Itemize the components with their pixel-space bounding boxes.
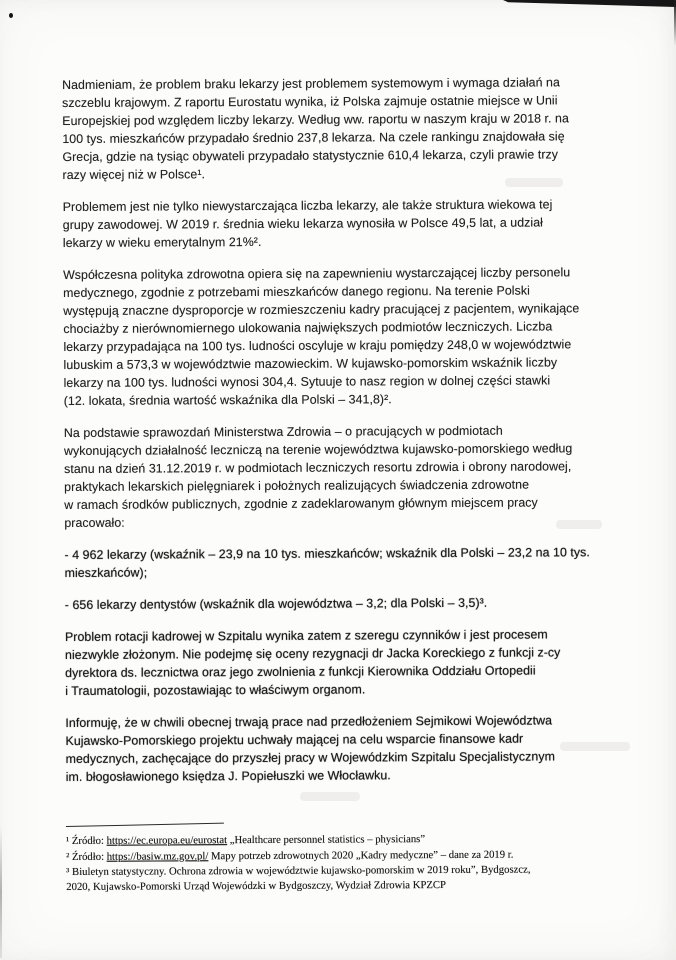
- paragraph-sejmik-resolution: Informuję, że w chwili obecnej trwają prace nad przedłożeniem Sejmikowi Województwa Kujawsko-Pomorskiego projektu uchwały mającej na celu wsparcie finansowe kadr medycznych, zachęcające do przyszłej pracy w Wojewódzkim Szpitalu Specjalistycznym im. błogosławionego księdza J. Popiełuszki we Włocławku.: [65, 713, 555, 784]
- bullet-doctors-count: - 4 962 lekarzy (wskaźnik – 23,9 na 10 tys. mieszkańców; wskaźnik dla Polski – 23,2 na 10 tys. mieszkańców);: [64, 545, 590, 580]
- scan-speck-top-left: [9, 13, 13, 18]
- footnote-3: ³ Biuletyn statystyczny. Ochrona zdrowia w województwie kujawsko-pomorskim w 2019 roku”, Bydgoszcz, 2020, Kujawsko-Pomorski Urząd Wojewódzki w Bydgoszczy, Wydział Zdrowia KPZCP: [66, 863, 531, 893]
- footnote-1-eurostat-link[interactable]: https://ec.europa.eu/eurostat: [106, 834, 228, 847]
- footnote-1-label: ¹ Źródło:: [65, 834, 107, 847]
- footnote-2-title: Mapy potrzeb zdrowotnych 2020 „Kadry medyczne” – dane za 2019 r.: [208, 848, 514, 862]
- scan-edge-bottom-left: [0, 826, 2, 958]
- paragraph-health-policy: Współczesna polityka zdrowotna opiera się na zapewnieniu wystarczającej liczby personelu medycznego, zgodnie z potrzebami mieszkańców danego regionu. Na terenie Polski występują znaczne dysproporcje w rozmieszczeniu kadry pracującej z pacjentem, wynikające chociażby z nierównomiernego ulokowania największych podmiotów leczniczych. Liczba lekarzy przypadająca na 100 tys. ludności oscyluje w kraju pomiędzy 248,0 w województwie lubuskim a 573,3 w województwie mazowieckim. W kujawsko-pomorskim wskaźnik liczby lekarzy na 100 tys. ludności wynosi 304,4. Sytuuje to nasz region w dolnej części stawki (12. lokata, średnia wartość wskaźnika dla Polski – 341,8)².: [63, 265, 580, 408]
- footnote-separator: [66, 823, 224, 827]
- footnote-2-basiw-link[interactable]: https://basiw.mz.gov.pl/: [106, 849, 209, 863]
- footnote-2-label: ² Źródło:: [66, 850, 107, 863]
- bullet-dentists-count: - 656 lekarzy dentystów (wskaźnik dla województwa – 3,2; dla Polski – 3,5)³.: [64, 595, 488, 612]
- paragraph-doctor-shortage: Nadmieniam, że problem braku lekarzy jest problemem systemowym i wymaga działań na szczeblu krajowym. Z raportu Eurostatu wynika, iż Polska zajmuje ostatnie miejsce w Unii Europejskiej pod względem liczby lekarzy. Według ww. raportu w naszym kraju w 2018 r. na 100 tys. mieszkańców przypadało średnio 237,8 lekarza. Na czele rankingu znajdowała się Grecja, gdzie na tysiąc obywateli przypadało statystycznie 610,4 lekarza, czyli prawie trzy razy więcej niż w Polsce¹.: [62, 75, 569, 182]
- paragraph-ministry-reports: Na podstawie sprawozdań Ministerstwa Zdrowia – o pracujących w podmiotach wykonujących działalność leczniczą na terenie województwa kujawsko-pomorskiego według stanu na dzień 31.12.2019 r. w podmiotach leczniczych resortu zdrowia i obrony narodowej, praktykach lekarskich pielęgniarek i położnych realizujących świadczenia zdrowotne w ramach środków publicznych, zgodnie z zadeklarowanym głównym miejscem pracy pracowało:: [63, 423, 573, 530]
- paragraph-staff-rotation: Problem rotacji kadrowej w Szpitalu wynika zatem z szeregu czynników i jest procesem niezwykle złożonym. Nie podejmę się oceny rezygnacji dr Jacka Koreckiego z funkcji z-cy dyrektora ds. lecznictwa oraz jego zwolnienia z funkcji Kierownika Oddziału Ortopedii i Traumatologii, pozostawiając to właściwym organom.: [64, 627, 561, 698]
- footnote-1-title: „Healthcare personnel statistics – physicians”: [227, 833, 426, 847]
- letter-body: [62, 73, 666, 895]
- scan-edge-top-right: [503, 0, 676, 7]
- footnotes-section: [66, 823, 666, 894]
- paragraph-age-structure: Problemem jest nie tylko niewystarczająca liczba lekarzy, ale także struktura wiekowa tej grupy zawodowej. W 2019 r. średnia wieku lekarza wynosiła w Polsce 49,5 lat, a udział lekarzy w wieku emerytalnym 21%².: [62, 197, 553, 250]
